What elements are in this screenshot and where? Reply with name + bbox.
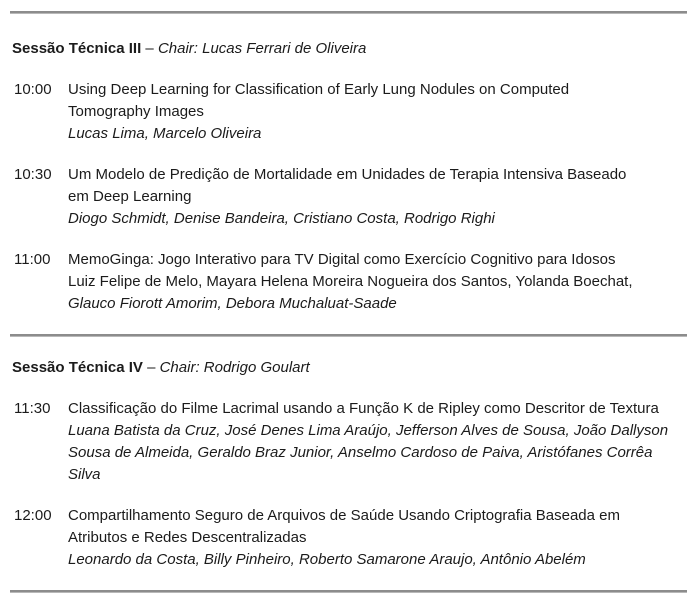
- item-title-line: Using Deep Learning for Classification of Early Lung Nodules on Computed: [68, 81, 570, 98]
- agenda-item-1000: [14, 79, 687, 145]
- session-3-chair: Chair: Lucas Ferrari de Oliveira: [157, 40, 367, 57]
- divider-middle: [10, 334, 687, 337]
- item-authors-line: Diogo Schmidt, Denise Bandeira, Cristiano Costa, Rodrigo Righi: [68, 210, 495, 227]
- item-authors-line: Luana Batista da Cruz, José Denes Lima Araújo, Jefferson Alves de Sousa, João Dallyson: [68, 422, 669, 439]
- item-time: 12:00: [14, 507, 52, 524]
- item-title-line: em Deep Learning: [68, 188, 192, 205]
- agenda-item-1200: [14, 505, 687, 571]
- session-3-heading: [12, 38, 687, 60]
- heading-separator: –: [141, 40, 158, 57]
- session-4-title: Sessão Técnica IV: [12, 359, 143, 376]
- item-time: 10:00: [14, 81, 52, 98]
- item-title-line: Tomography Images: [68, 103, 204, 120]
- session-4-chair: Chair: Rodrigo Goulart: [159, 359, 310, 376]
- divider-bottom: [10, 590, 687, 593]
- heading-separator: –: [142, 359, 160, 376]
- item-content: [68, 505, 687, 571]
- item-title-line: MemoGinga: Jogo Interativo para TV Digital como Exercício Cognitivo para Idosos: [68, 251, 616, 268]
- agenda-item-1100: [14, 249, 687, 315]
- item-title-line: Compartilhamento Seguro de Arquivos de Saúde Usando Criptografia Baseada em: [68, 507, 620, 524]
- session-3-title: Sessão Técnica III: [12, 40, 142, 57]
- item-title-line: Classificação do Filme Lacrimal usando a Função K de Ripley como Descritor de Textura: [68, 400, 659, 417]
- item-authors-line: Silva: [68, 466, 101, 483]
- item-title-line: Atributos e Redes Descentralizadas: [68, 529, 307, 546]
- session-4-heading: [12, 357, 687, 379]
- item-time: 10:30: [14, 166, 52, 183]
- item-content: [68, 79, 687, 145]
- item-time: 11:30: [14, 400, 51, 417]
- item-content: [68, 164, 687, 230]
- item-authors-line: Lucas Lima, Marcelo Oliveira: [68, 125, 262, 142]
- item-authors-line: Glauco Fiorott Amorim, Debora Muchaluat-Saade: [68, 295, 397, 312]
- agenda-item-1130: [14, 398, 687, 486]
- item-time: 11:00: [14, 251, 51, 268]
- item-authors-line: Sousa de Almeida, Geraldo Braz Junior, Anselmo Cardoso de Paiva, Aristófanes Corrêa: [68, 444, 653, 461]
- divider-top: [10, 11, 687, 14]
- item-content: [68, 249, 687, 315]
- item-authors-line: Leonardo da Costa, Billy Pinheiro, Roberto Samarone Araujo, Antônio Abelém: [68, 551, 586, 568]
- item-title-line: Um Modelo de Predição de Mortalidade em Unidades de Terapia Intensiva Baseado: [68, 166, 627, 183]
- item-authors-line: Luiz Felipe de Melo, Mayara Helena Moreira Nogueira dos Santos, Yolanda Boechat,: [68, 273, 633, 290]
- item-content: [68, 398, 687, 486]
- agenda-item-1030: [14, 164, 687, 230]
